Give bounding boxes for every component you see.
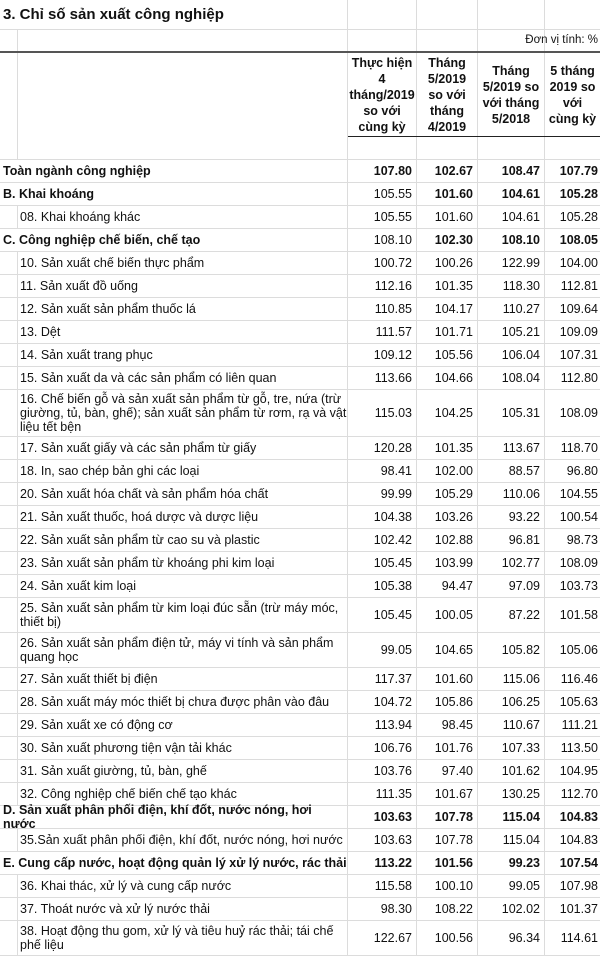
value-cell[interactable]: 108.10 <box>348 229 417 251</box>
value-cell[interactable]: 101.76 <box>417 737 478 759</box>
column-header-4months-yoy[interactable]: Thực hiện 4 tháng/2019 so với cùng kỳ <box>348 53 417 137</box>
indent-cell[interactable] <box>0 898 18 920</box>
row-label[interactable]: E. Cung cấp nước, hoạt động quản lý xử lý nước, rác thải <box>0 852 348 874</box>
indent-cell[interactable] <box>0 783 18 805</box>
row-label[interactable]: 21. Sản xuất thuốc, hoá dược và dược liệu <box>18 506 348 528</box>
value-cell[interactable]: 102.77 <box>478 552 545 574</box>
row-label[interactable]: 20. Sản xuất hóa chất và sản phẩm hóa chất <box>18 483 348 505</box>
row-label[interactable]: 22. Sản xuất sản phẩm từ cao su và plastic <box>18 529 348 551</box>
indent-cell[interactable] <box>0 206 18 228</box>
value-cell[interactable]: 104.38 <box>348 506 417 528</box>
indent-cell[interactable] <box>0 252 18 274</box>
row-label[interactable]: 31. Sản xuất giường, tủ, bàn, ghế <box>18 760 348 782</box>
table-row <box>0 714 600 737</box>
value-cell[interactable]: 98.30 <box>348 898 417 920</box>
value-cell[interactable]: 102.42 <box>348 529 417 551</box>
table-row-section <box>0 229 600 252</box>
table-row <box>0 598 600 633</box>
table-row <box>0 321 600 344</box>
indent-cell[interactable] <box>0 390 18 436</box>
value-cell[interactable]: 106.25 <box>478 691 545 713</box>
value-cell[interactable]: 104.95 <box>559 764 598 778</box>
value-cell[interactable]: 103.26 <box>417 506 478 528</box>
value-cell[interactable]: 105.55 <box>348 206 417 228</box>
value-cell[interactable]: 105.29 <box>417 483 478 505</box>
value-cell[interactable]: 112.80 <box>560 371 598 385</box>
indent-cell[interactable] <box>0 598 18 632</box>
value-cell[interactable]: 102.00 <box>417 460 478 482</box>
indent-cell[interactable] <box>0 668 18 690</box>
empty-cell[interactable] <box>545 137 600 159</box>
value-cell[interactable]: 99.05 <box>348 633 417 667</box>
value-cell[interactable]: 105.06 <box>559 643 598 657</box>
row-label[interactable]: 15. Sản xuất da và các sản phẩm có liên quan <box>18 367 348 389</box>
value-cell[interactable]: 114.61 <box>560 931 598 945</box>
row-label[interactable]: 08. Khai khoáng khác <box>18 206 348 228</box>
row-label[interactable]: 24. Sản xuất kim loại <box>18 575 348 597</box>
table-row <box>0 344 600 367</box>
indent-cell[interactable] <box>0 921 18 955</box>
empty-cell[interactable] <box>417 30 478 51</box>
indent-cell[interactable] <box>0 367 18 389</box>
value-cell[interactable]: 102.02 <box>478 898 545 920</box>
value-cell[interactable]: 105.63 <box>559 695 598 709</box>
indent-cell[interactable] <box>0 460 18 482</box>
table-row <box>0 760 600 783</box>
value-cell[interactable]: 105.56 <box>417 344 478 366</box>
value-cell[interactable]: 104.55 <box>559 487 598 501</box>
value-cell[interactable]: 101.35 <box>417 437 478 459</box>
value-cell[interactable]: 93.22 <box>478 506 545 528</box>
indent-cell[interactable] <box>0 344 18 366</box>
row-label[interactable]: 27. Sản xuất thiết bị điện <box>18 668 348 690</box>
row-label[interactable]: Toàn ngành công nghiệp <box>0 160 348 182</box>
value-cell[interactable]: 108.05 <box>559 233 598 247</box>
row-label[interactable]: 11. Sản xuất đồ uống <box>18 275 348 297</box>
indent-cell[interactable] <box>0 437 18 459</box>
value-cell[interactable]: 100.10 <box>417 875 478 897</box>
row-label[interactable]: C. Công nghiệp chế biến, chế tạo <box>0 229 348 251</box>
value-cell[interactable]: 106.76 <box>348 737 417 759</box>
value-cell[interactable]: 100.05 <box>417 598 478 632</box>
empty-cell[interactable] <box>545 0 600 29</box>
value-cell[interactable]: 104.17 <box>417 298 478 320</box>
value-cell[interactable]: 104.00 <box>559 256 598 270</box>
value-cell[interactable]: 113.67 <box>478 437 545 459</box>
table-row <box>0 460 600 483</box>
column-header-row <box>0 53 600 137</box>
table-row <box>0 898 600 921</box>
value-cell[interactable]: 115.04 <box>478 806 545 828</box>
indent-cell[interactable] <box>0 552 18 574</box>
empty-cell[interactable] <box>348 30 417 51</box>
table-row <box>0 506 600 529</box>
value-cell[interactable]: 109.64 <box>559 302 598 316</box>
unit-row <box>0 30 600 53</box>
value-cell[interactable]: 108.09 <box>559 556 598 570</box>
empty-cell[interactable] <box>417 137 478 159</box>
title-row <box>0 0 600 30</box>
row-label[interactable]: 35.Sản xuất phân phối điện, khí đốt, nước nóng, hơi nước <box>18 829 348 851</box>
value-cell[interactable]: 96.81 <box>478 529 545 551</box>
value-cell[interactable]: 122.99 <box>478 252 545 274</box>
table-row <box>0 575 600 598</box>
value-cell[interactable]: 108.04 <box>478 367 545 389</box>
value-cell[interactable]: 120.28 <box>348 437 417 459</box>
value-cell[interactable]: 103.76 <box>348 760 417 782</box>
row-label[interactable]: 14. Sản xuất trang phục <box>18 344 348 366</box>
row-label[interactable]: 38. Hoạt động thu gom, xử lý và tiêu huỷ rác thải; tái chế phế liệu <box>18 921 348 955</box>
value-cell[interactable]: 112.16 <box>348 275 417 297</box>
value-cell[interactable]: 110.85 <box>348 298 417 320</box>
value-cell[interactable]: 96.80 <box>566 464 598 478</box>
value-cell[interactable]: 105.55 <box>348 183 417 205</box>
value-cell[interactable]: 116.46 <box>560 672 598 686</box>
row-label[interactable]: 10. Sản xuất chế biến thực phẩm <box>18 252 348 274</box>
value-cell[interactable]: 87.22 <box>478 598 545 632</box>
value-cell[interactable]: 113.22 <box>348 852 417 874</box>
indent-cell[interactable] <box>0 829 18 851</box>
value-cell[interactable]: 112.81 <box>560 279 598 293</box>
empty-cell[interactable] <box>348 137 417 159</box>
table-row <box>0 206 600 229</box>
empty-cell[interactable] <box>0 30 18 51</box>
value-cell[interactable]: 100.56 <box>417 921 478 955</box>
value-cell[interactable]: 104.61 <box>478 183 545 205</box>
table-row-total <box>0 160 600 183</box>
value-cell[interactable]: 105.45 <box>348 552 417 574</box>
value-cell[interactable]: 101.56 <box>417 852 478 874</box>
row-label[interactable]: 28. Sản xuất máy móc thiết bị chưa được phân vào đâu <box>18 691 348 713</box>
value-cell[interactable]: 112.70 <box>560 787 598 801</box>
indent-cell[interactable] <box>0 298 18 320</box>
value-cell[interactable]: 107.98 <box>559 879 598 893</box>
row-label[interactable]: 12. Sản xuất sản phẩm thuốc lá <box>18 298 348 320</box>
value-cell[interactable]: 107.80 <box>348 160 417 182</box>
value-cell[interactable]: 101.58 <box>559 608 598 622</box>
table-row <box>0 529 600 552</box>
indent-cell[interactable] <box>0 529 18 551</box>
value-cell[interactable]: 101.37 <box>559 902 598 916</box>
value-cell[interactable]: 100.26 <box>417 252 478 274</box>
row-label[interactable]: 23. Sản xuất sản phẩm từ khoáng phi kim loại <box>18 552 348 574</box>
value-cell[interactable]: 122.67 <box>348 921 417 955</box>
row-label[interactable]: 36. Khai thác, xử lý và cung cấp nước <box>18 875 348 897</box>
empty-cell[interactable] <box>0 137 18 159</box>
column-header-may-vs-april[interactable]: Tháng 5/2019 so với tháng 4/2019 <box>417 53 478 137</box>
value-cell[interactable]: 104.66 <box>417 367 478 389</box>
value-cell[interactable]: 115.06 <box>478 668 545 690</box>
value-cell[interactable]: 105.21 <box>478 321 545 343</box>
value-cell[interactable]: 105.45 <box>348 598 417 632</box>
indent-cell[interactable] <box>0 483 18 505</box>
value-cell[interactable]: 105.82 <box>478 633 545 667</box>
row-label[interactable]: 29. Sản xuất xe có động cơ <box>18 714 348 736</box>
indent-cell[interactable] <box>0 691 18 713</box>
value-cell[interactable]: 110.67 <box>478 714 545 736</box>
value-cell[interactable]: 101.62 <box>478 760 545 782</box>
value-cell[interactable]: 100.72 <box>348 252 417 274</box>
table-row <box>0 275 600 298</box>
value-cell[interactable]: 109.09 <box>559 325 598 339</box>
empty-cell[interactable] <box>0 53 18 137</box>
value-cell[interactable]: 101.71 <box>417 321 478 343</box>
value-cell[interactable]: 105.86 <box>417 691 478 713</box>
value-cell[interactable]: 99.23 <box>478 852 545 874</box>
table-row <box>0 633 600 668</box>
empty-cell[interactable] <box>417 0 478 29</box>
row-label[interactable]: 18. In, sao chép bản ghi các loại <box>18 460 348 482</box>
value-cell[interactable]: 113.94 <box>348 714 417 736</box>
empty-cell[interactable] <box>18 137 348 159</box>
empty-cell[interactable] <box>478 137 545 159</box>
indent-cell[interactable] <box>0 760 18 782</box>
value-cell[interactable]: 98.41 <box>348 460 417 482</box>
value-cell[interactable]: 115.58 <box>348 875 417 897</box>
value-cell[interactable]: 115.04 <box>478 829 545 851</box>
value-cell[interactable]: 104.25 <box>417 390 478 436</box>
value-cell[interactable]: 111.35 <box>348 783 417 805</box>
value-cell[interactable]: 101.35 <box>417 275 478 297</box>
value-cell[interactable]: 118.30 <box>478 275 545 297</box>
empty-header-cell[interactable] <box>18 53 348 137</box>
indent-cell[interactable] <box>0 321 18 343</box>
row-label[interactable]: 17. Sản xuất giấy và các sản phẩm từ giấy <box>18 437 348 459</box>
value-cell[interactable]: 107.54 <box>559 856 598 870</box>
value-cell[interactable]: 117.37 <box>348 668 417 690</box>
value-cell[interactable]: 105.28 <box>559 187 598 201</box>
value-cell[interactable]: 108.22 <box>417 898 478 920</box>
indent-cell[interactable] <box>0 737 18 759</box>
empty-cell[interactable] <box>348 0 417 29</box>
table-row <box>0 668 600 691</box>
value-cell[interactable]: 103.63 <box>348 806 417 828</box>
value-cell[interactable]: 111.21 <box>561 718 598 732</box>
value-cell[interactable]: 101.60 <box>417 206 478 228</box>
row-label[interactable]: D. Sản xuất phân phối điện, khí đốt, nước nóng, hơi nước <box>0 806 348 828</box>
table-row <box>0 252 600 275</box>
value-cell[interactable]: 94.47 <box>417 575 478 597</box>
value-cell[interactable]: 103.63 <box>348 829 417 851</box>
table-row-section <box>0 852 600 875</box>
value-cell[interactable]: 101.60 <box>417 183 478 205</box>
column-header-5months-yoy[interactable]: 5 tháng 2019 so với cùng kỳ <box>548 64 597 126</box>
table-row <box>0 691 600 714</box>
value-cell[interactable]: 102.30 <box>417 229 478 251</box>
value-cell[interactable]: 98.45 <box>417 714 478 736</box>
indent-cell[interactable] <box>0 275 18 297</box>
column-header-may-yoy[interactable]: Tháng 5/2019 so với tháng 5/2018 <box>478 53 545 137</box>
value-cell[interactable]: 102.88 <box>417 529 478 551</box>
empty-cell[interactable] <box>18 30 348 51</box>
row-label[interactable]: 26. Sản xuất sản phẩm điện tử, máy vi tính và sản phẩm quang học <box>18 633 348 667</box>
indent-cell[interactable] <box>0 575 18 597</box>
value-cell[interactable]: 99.99 <box>348 483 417 505</box>
value-cell[interactable]: 101.67 <box>417 783 478 805</box>
unit-label: Đơn vị tính: % <box>525 34 598 46</box>
page-title: 3. Chỉ số sản xuất công nghiệp <box>0 0 348 29</box>
table-row <box>0 829 600 852</box>
indent-cell[interactable] <box>0 875 18 897</box>
value-cell[interactable]: 105.31 <box>478 390 545 436</box>
table-row <box>0 552 600 575</box>
indent-cell[interactable] <box>0 633 18 667</box>
empty-row <box>0 137 600 160</box>
value-cell[interactable]: 105.38 <box>348 575 417 597</box>
table-row <box>0 437 600 460</box>
value-cell[interactable]: 108.10 <box>478 229 545 251</box>
value-cell[interactable]: 107.79 <box>559 164 598 178</box>
value-cell[interactable]: 100.54 <box>559 510 598 524</box>
value-cell[interactable]: 103.73 <box>559 579 598 593</box>
value-cell[interactable]: 103.99 <box>417 552 478 574</box>
row-label[interactable]: B. Khai khoáng <box>0 183 348 205</box>
value-cell[interactable]: 110.06 <box>478 483 545 505</box>
value-cell[interactable]: 118.70 <box>560 441 598 455</box>
value-cell[interactable]: 97.40 <box>417 760 478 782</box>
value-cell[interactable]: 88.57 <box>478 460 545 482</box>
value-cell[interactable]: 96.34 <box>478 921 545 955</box>
value-cell[interactable]: 113.66 <box>348 367 417 389</box>
value-cell[interactable]: 104.83 <box>559 833 598 847</box>
value-cell[interactable]: 115.03 <box>348 390 417 436</box>
table-row <box>0 483 600 506</box>
value-cell[interactable]: 106.04 <box>478 344 545 366</box>
table-row <box>0 367 600 390</box>
table-row <box>0 875 600 898</box>
value-cell[interactable]: 104.83 <box>559 810 598 824</box>
indent-cell[interactable] <box>0 506 18 528</box>
table-row <box>0 921 600 956</box>
row-label[interactable]: 30. Sản xuất phương tiện vận tải khác <box>18 737 348 759</box>
value-cell[interactable]: 102.67 <box>417 160 478 182</box>
value-cell[interactable]: 109.12 <box>348 344 417 366</box>
value-cell[interactable]: 97.09 <box>478 575 545 597</box>
value-cell[interactable]: 107.78 <box>417 806 478 828</box>
value-cell[interactable]: 104.61 <box>478 206 545 228</box>
empty-cell[interactable] <box>478 0 545 29</box>
table-row-section <box>0 183 600 206</box>
value-cell[interactable]: 130.25 <box>478 783 545 805</box>
value-cell[interactable]: 105.28 <box>559 210 598 224</box>
value-cell[interactable]: 108.09 <box>559 406 598 420</box>
value-cell[interactable]: 101.60 <box>417 668 478 690</box>
table-row-section <box>0 803 600 831</box>
row-label[interactable]: 16. Chế biến gỗ và sản xuất sản phẩm từ gỗ, tre, nứa (trừ giường, tủ, bàn, ghế); sản xuất sản phẩm từ rơm, rạ và vật liệu tết bện <box>20 392 347 434</box>
table-row <box>0 737 600 760</box>
value-cell[interactable]: 107.78 <box>417 829 478 851</box>
value-cell[interactable]: 110.27 <box>478 298 545 320</box>
value-cell[interactable]: 111.57 <box>348 321 417 343</box>
row-label[interactable]: 37. Thoát nước và xử lý nước thải <box>18 898 348 920</box>
value-cell[interactable]: 108.47 <box>478 160 545 182</box>
value-cell[interactable]: 104.65 <box>417 633 478 667</box>
row-label[interactable]: 25. Sản xuất sản phẩm từ kim loại đúc sẵn (trừ máy móc, thiết bị) <box>18 598 348 632</box>
value-cell[interactable]: 107.33 <box>478 737 545 759</box>
value-cell[interactable]: 107.31 <box>559 348 598 362</box>
value-cell[interactable]: 113.50 <box>560 741 598 755</box>
indent-cell[interactable] <box>0 714 18 736</box>
row-label[interactable]: 32. Công nghiệp chế biến chế tạo khác <box>18 783 348 805</box>
value-cell[interactable]: 104.72 <box>348 691 417 713</box>
row-label[interactable]: 13. Dệt <box>18 321 348 343</box>
table-row <box>0 390 600 437</box>
value-cell[interactable]: 98.73 <box>566 533 598 547</box>
value-cell[interactable]: 99.05 <box>478 875 545 897</box>
table-row <box>0 298 600 321</box>
